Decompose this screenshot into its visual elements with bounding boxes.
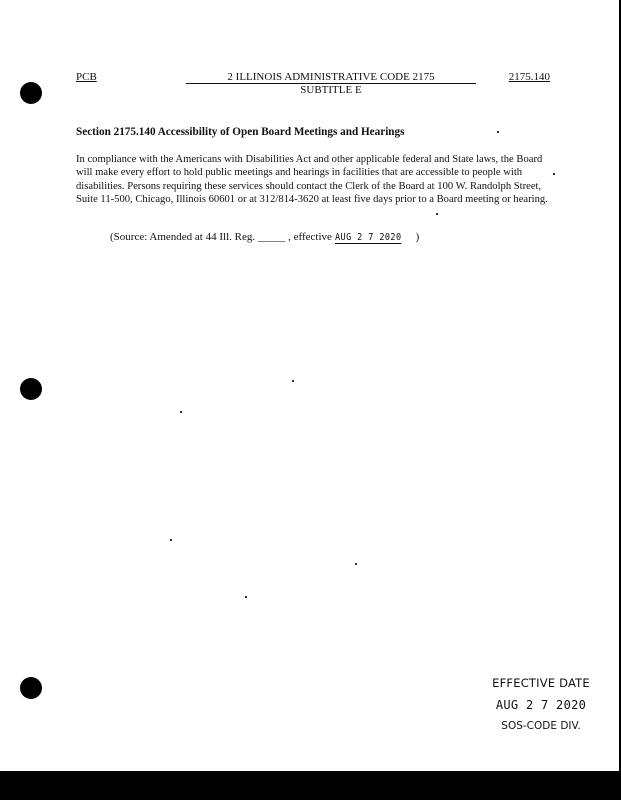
punch-hole-bottom bbox=[20, 677, 42, 699]
source-note bbox=[110, 231, 419, 244]
header-subtitle: SUBTITLE E bbox=[300, 84, 362, 96]
header-section-number: 2175.140 bbox=[508, 71, 550, 83]
punch-hole-middle bbox=[20, 378, 42, 400]
source-effective-label: , effective bbox=[288, 231, 332, 243]
source-blank: _____ bbox=[257, 231, 286, 243]
scan-speck bbox=[292, 380, 294, 382]
scan-bottom-bar bbox=[0, 771, 621, 800]
section-heading: Section 2175.140 Accessibility of Open Board Meetings and Hearings bbox=[76, 126, 405, 138]
scan-speck bbox=[355, 563, 357, 565]
page-header bbox=[76, 71, 550, 99]
source-effective-date: AUG 2 7 2020 bbox=[334, 232, 402, 243]
scan-speck bbox=[180, 411, 182, 413]
scan-speck bbox=[436, 213, 438, 215]
section-body: In compliance with the Americans with Disabilities Act and other applicable federal and State laws, the Board will make every effort to hold public meetings and hearings in facilities that are accessible to people with disabilities. Persons requiring these services should contact the Clerk of the Board at 100 W. Randolph Street, Suite 11-500, Chicago, Illinois 60601 or at 312/814-3620 at least five days prior to a Board meeting or hearing. bbox=[76, 154, 548, 206]
scan-speck bbox=[245, 596, 247, 598]
stamp-date: AUG 2 7 2020 bbox=[495, 698, 587, 712]
scan-speck bbox=[497, 131, 499, 133]
source-suffix: ) bbox=[415, 231, 420, 243]
header-title: 2 ILLINOIS ADMINISTRATIVE CODE 2175 bbox=[186, 71, 476, 84]
scan-speck bbox=[553, 173, 555, 175]
effective-date-stamp bbox=[478, 676, 604, 732]
scan-speck bbox=[170, 539, 172, 541]
source-prefix: (Source: Amended at 44 Ill. Reg. bbox=[110, 231, 258, 243]
header-agency: PCB bbox=[76, 71, 97, 83]
stamp-division: SOS-CODE DIV. bbox=[501, 720, 581, 732]
stamp-title: EFFECTIVE DATE bbox=[492, 676, 590, 690]
punch-hole-top bbox=[20, 82, 42, 104]
